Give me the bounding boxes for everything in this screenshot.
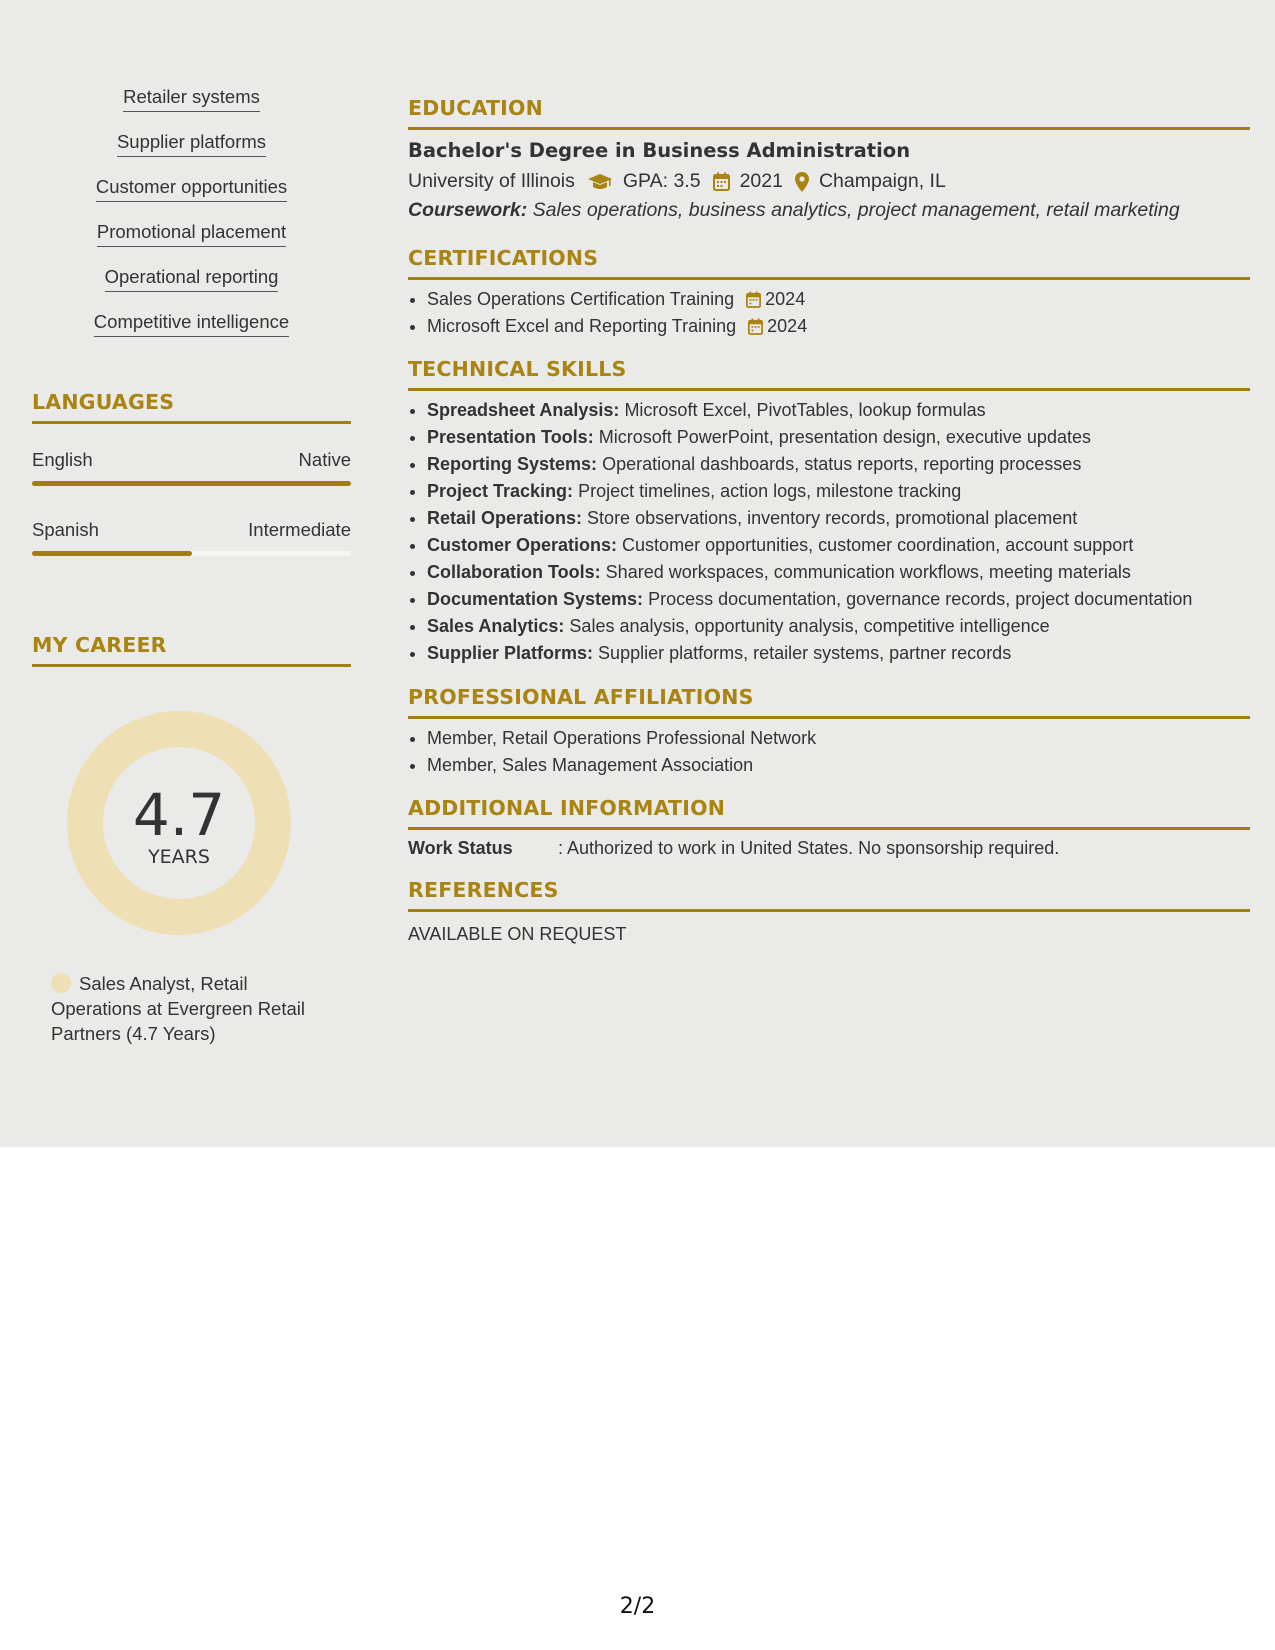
certifications-section (408, 245, 1250, 340)
language-name: Spanish (32, 519, 99, 540)
skill-detail: Customer opportunities, customer coordination, account support (622, 535, 1134, 555)
skill-detail: Store observations, inventory records, promotional placement (587, 508, 1078, 528)
skill-detail: Project timelines, action logs, milestone tracking (578, 481, 962, 501)
technical-skills-list (408, 397, 1250, 667)
certification-name: Microsoft Excel and Reporting Training (427, 316, 737, 336)
skill-tag: Operational reporting (105, 265, 279, 292)
skill-detail: Microsoft PowerPoint, presentation design, executive updates (598, 427, 1091, 447)
skill-category: Spreadsheet Analysis: (427, 400, 620, 420)
skill-category: Retail Operations: (427, 508, 583, 528)
skill-tag: Supplier platforms (117, 130, 266, 157)
list-item (427, 451, 1250, 478)
skill-tag: Promotional placement (97, 220, 286, 247)
language-name: English (32, 449, 93, 470)
skill-category: Customer Operations: (427, 535, 618, 555)
page-number: 2/2 (619, 1594, 656, 1619)
career-total: 4.7 (132, 781, 226, 849)
school-location: Champaign, IL (818, 170, 946, 192)
skill-category: Reporting Systems: (427, 454, 598, 474)
skill-detail: Supplier platforms, retailer systems, partner records (598, 643, 1012, 663)
skill-category: Collaboration Tools: (427, 562, 601, 582)
affiliations-heading: PROFESSIONAL AFFILIATIONS (408, 684, 1250, 719)
skill-detail: Shared workspaces, communication workflows, meeting materials (605, 562, 1131, 582)
list-item: • Member, Sales Management Association (427, 752, 1250, 779)
skill-category: Sales Analytics: (427, 616, 565, 636)
technical-skills-section (408, 356, 1250, 667)
skill-tag: Competitive intelligence (94, 310, 289, 337)
work-status-row (408, 836, 1250, 860)
list-item (427, 586, 1250, 613)
certifications-heading: CERTIFICATIONS (408, 245, 1250, 280)
skill-tags (32, 85, 351, 355)
skill-category: Presentation Tools: (427, 427, 594, 447)
degree-title: Bachelor's Degree in Business Administration (408, 139, 911, 162)
references-section (408, 877, 1250, 946)
list-item: • Member, Retail Operations Professional Network (427, 725, 1250, 752)
career-heading: MY CAREER (32, 632, 351, 667)
list-item (427, 286, 1250, 313)
language-bar (32, 481, 351, 486)
skill-category: Documentation Systems: (427, 589, 644, 609)
skill-detail: Process documentation, governance records, project documentation (648, 589, 1193, 609)
list-item (427, 532, 1250, 559)
gpa: GPA: 3.5 (622, 170, 701, 192)
calendar-icon (713, 172, 730, 191)
languages-heading: LANGUAGES (32, 389, 351, 424)
education-meta (408, 168, 1250, 195)
list-item (427, 397, 1250, 424)
career-unit: YEARS (148, 846, 210, 868)
language-item (32, 518, 351, 556)
coursework-text: Sales operations, business analytics, project management, retail marketing (532, 199, 1180, 221)
career-donut-chart (67, 711, 291, 935)
skill-detail: Microsoft Excel, PivotTables, lookup formulas (624, 400, 986, 420)
language-item (32, 448, 351, 486)
affiliations-section (408, 684, 1250, 779)
list-item (427, 424, 1250, 451)
career-legend (51, 971, 321, 1046)
coursework (408, 197, 1250, 224)
references-heading: REFERENCES (408, 877, 1250, 912)
education-heading: EDUCATION (408, 95, 1250, 130)
skill-category: Project Tracking: (427, 481, 574, 501)
certifications-list (408, 286, 1250, 340)
list-item (427, 640, 1250, 667)
calendar-icon (748, 318, 763, 335)
skill-detail: Sales analysis, opportunity analysis, competitive intelligence (569, 616, 1050, 636)
coursework-label: Coursework: (408, 199, 528, 221)
language-bar-fill (32, 551, 192, 556)
work-status-label: Work Status (408, 838, 513, 858)
list-item (427, 559, 1250, 586)
certification-name: Sales Operations Certification Training (427, 289, 735, 309)
skill-tag: Customer opportunities (96, 175, 287, 202)
additional-info-section (408, 795, 1250, 860)
school-name: University of Illinois (408, 170, 575, 192)
technical-skills-heading: TECHNICAL SKILLS (408, 356, 1250, 391)
graduation-year: 2021 (739, 170, 783, 192)
skill-category: Supplier Platforms: (427, 643, 594, 663)
language-bar-fill (32, 481, 351, 486)
certification-year: 2024 (765, 289, 806, 309)
list-item (427, 313, 1250, 340)
graduation-cap-icon (587, 172, 613, 192)
certification-year: 2024 (767, 316, 808, 336)
location-pin-icon (795, 172, 809, 192)
skill-detail: Operational dashboards, status reports, reporting processes (602, 454, 1082, 474)
affiliations-list (408, 725, 1250, 779)
legend-swatch (51, 973, 71, 993)
language-level: Native (298, 449, 351, 470)
work-status-value: : Authorized to work in United States. No sponsorship required. (558, 838, 1060, 858)
language-bar (32, 551, 351, 556)
list-item (427, 505, 1250, 532)
list-item (427, 478, 1250, 505)
education-section (408, 95, 1250, 224)
additional-info-heading: ADDITIONAL INFORMATION (408, 795, 1250, 830)
skill-tag: Retailer systems (123, 85, 260, 112)
language-level: Intermediate (248, 519, 351, 540)
calendar-icon (746, 291, 761, 308)
list-item (427, 613, 1250, 640)
career-legend-label: Sales Analyst, Retail Operations at Evergreen Retail Partners (4.7 Years) (51, 973, 305, 1044)
references-text: AVAILABLE ON REQUEST (408, 924, 627, 944)
